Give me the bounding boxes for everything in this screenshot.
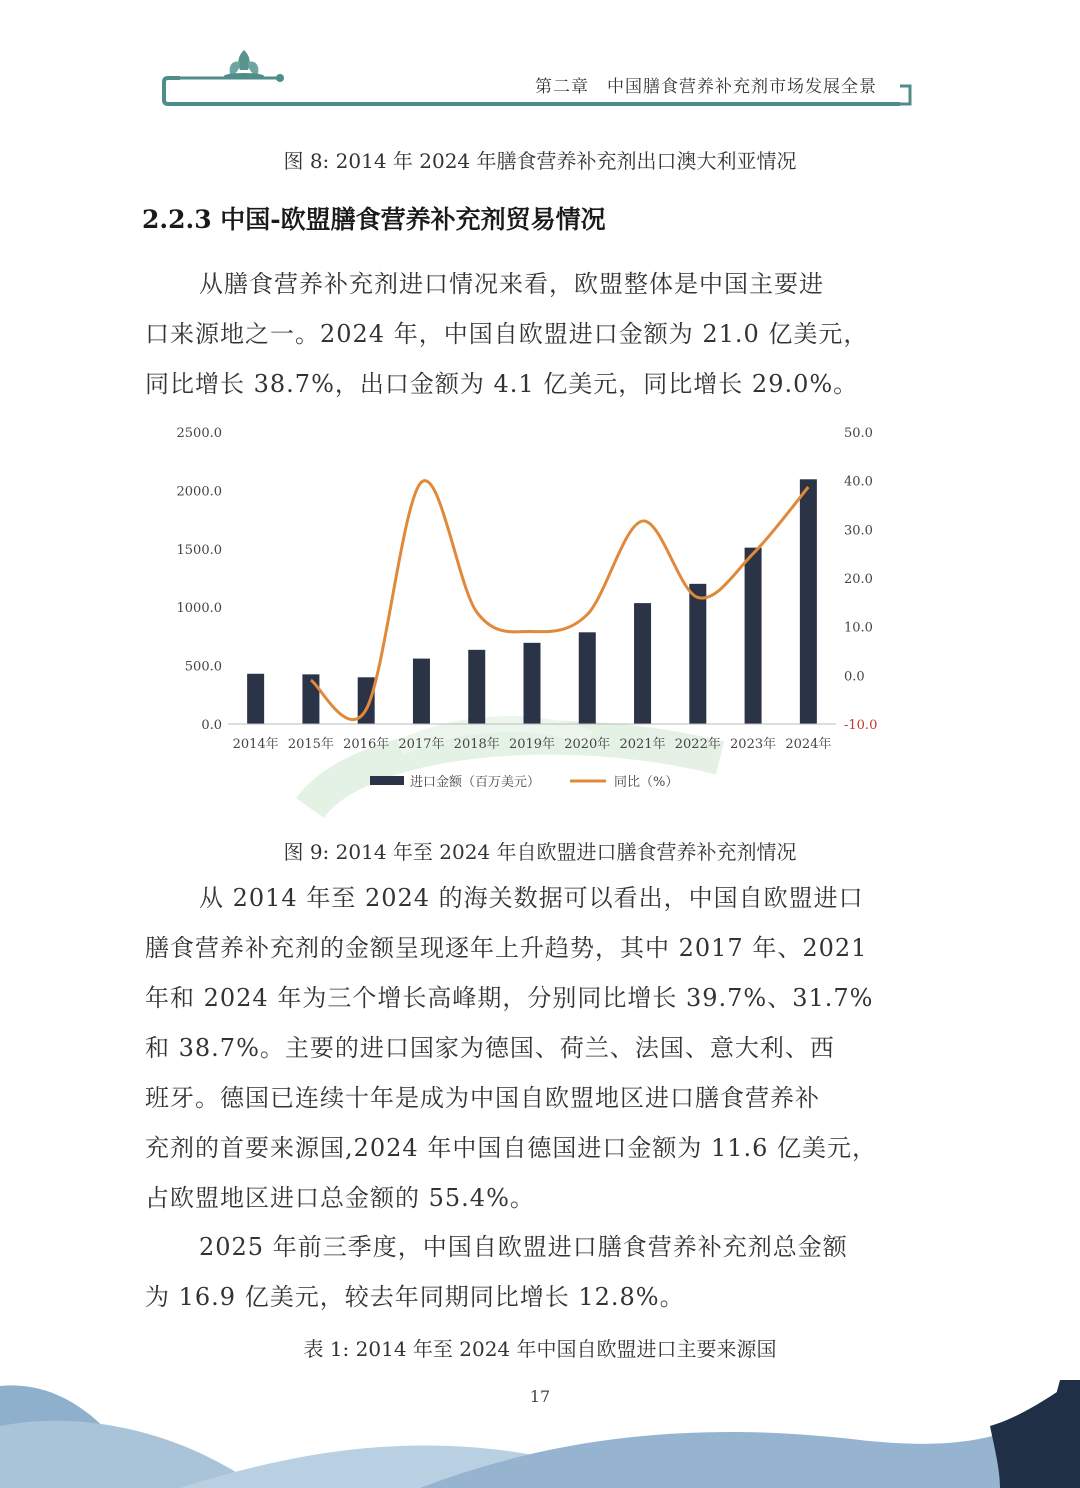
paragraph-line: 同比增长 38.7%，出口金额为 4.1 亿美元，同比增长 29.0%。: [145, 370, 859, 398]
right-axis-tick-label: 10.0: [844, 620, 873, 636]
page-number: 17: [529, 1387, 551, 1406]
right-axis-tick-label: 20.0: [844, 572, 873, 587]
paragraph-2025-q1-q3: [145, 1222, 917, 1322]
bar-import-2023年: [745, 548, 762, 724]
x-axis: [233, 736, 832, 752]
bar-import-2014年: [247, 674, 264, 724]
figure-9-caption: 图 9: 2014 年至 2024 年自欧盟进口膳食营养补充剂情况: [283, 840, 797, 864]
paragraph-line: 班牙。德国已连续十年是成为中国自欧盟地区进口膳食营养补: [145, 1084, 820, 1112]
line-series: [311, 481, 809, 720]
legend-label-yoy: 同比（%）: [614, 775, 679, 790]
right-axis-tick-label: 30.0: [844, 523, 873, 539]
right-axis: [844, 426, 877, 733]
left-axis-tick-label: 1500.0: [176, 542, 222, 558]
x-axis-tick-label: 2021年: [619, 737, 666, 752]
legend-swatch-bar: [370, 776, 404, 785]
paragraph-line: 膳食营养补充剂的金额呈现逐年上升趋势，其中 2017 年、2021: [145, 934, 868, 962]
bar-import-2022年: [689, 584, 706, 724]
table-1-caption: 表 1: 2014 年至 2024 年中国自欧盟进口主要来源国: [303, 1337, 777, 1361]
paragraph-line: 充剂的首要来源国,2024 年中国自德国进口金额为 11.6 亿美元，: [145, 1134, 878, 1162]
bar-import-2019年: [524, 643, 541, 724]
bar-import-2020年: [579, 632, 596, 724]
right-axis-tick-label: 0.0: [844, 669, 865, 685]
x-axis-tick-label: 2017年: [398, 737, 445, 752]
paragraph-customs-data: [145, 873, 917, 1223]
right-axis-tick-label: 50.0: [844, 426, 873, 441]
left-axis-tick-label: 2500.0: [176, 426, 222, 441]
paragraph-line: 和 38.7%。主要的进口国家为德国、荷兰、法国、意大利、西: [145, 1034, 835, 1062]
figure-8-caption: 图 8: 2014 年 2024 年膳食营养补充剂出口澳大利亚情况: [283, 149, 797, 173]
x-axis-tick-label: 2020年: [564, 737, 611, 752]
line-yoy-growth: [311, 481, 808, 720]
left-axis-tick-label: 2000.0: [176, 484, 222, 500]
chart-legend: [370, 774, 678, 790]
bar-import-2017年: [413, 659, 430, 724]
lotus-icon: [224, 50, 264, 79]
eu-import-chart: [160, 418, 900, 828]
x-axis-tick-label: 2022年: [674, 737, 721, 752]
x-axis-tick-label: 2015年: [287, 737, 334, 752]
paragraph-line: 年和 2024 年为三个增长高峰期，分别同比增长 39.7%、31.7%: [145, 984, 874, 1012]
x-axis-tick-label: 2023年: [730, 737, 777, 752]
x-axis-tick-label: 2024年: [785, 737, 832, 752]
paragraph-line: 2025 年前三季度，中国自欧盟进口膳食营养补充剂总金额: [199, 1233, 848, 1261]
x-axis-tick-label: 2019年: [508, 737, 556, 752]
paragraph-line: 占欧盟地区进口总金额的 55.4%。: [145, 1184, 535, 1212]
paragraph-line: 口来源地之一。2024 年，中国自欧盟进口金额为 21.0 亿美元，: [145, 320, 869, 348]
x-axis-tick-label: 2014年: [232, 737, 279, 752]
legend-label-import: 进口金额（百万美元）: [410, 775, 541, 790]
paragraph-line: 从 2014 年至 2024 的海关数据可以看出，中国自欧盟进口: [199, 884, 864, 912]
chapter-title: 第二章 中国膳食营养补充剂市场发展全景: [535, 77, 877, 97]
left-axis: [177, 426, 223, 733]
paragraph-line: 为 16.9 亿美元，较去年同期同比增长 12.8%。: [145, 1283, 685, 1311]
bar-import-2021年: [634, 603, 651, 724]
left-axis-tick-label: 500.0: [184, 659, 222, 675]
bar-series: [247, 479, 817, 724]
right-axis-tick-label: 40.0: [844, 474, 873, 490]
x-axis-tick-label: 2018年: [453, 737, 500, 752]
left-axis-tick-label: 0.0: [201, 718, 222, 733]
left-axis-tick-label: 1000.0: [176, 601, 222, 617]
paragraph-eu-import-overview: [145, 259, 917, 409]
bar-import-2024年: [800, 479, 817, 724]
x-axis-tick-label: 2016年: [343, 737, 390, 752]
section-heading: 2.2.3 中国-欧盟膳食营养补充剂贸易情况: [142, 205, 606, 234]
paragraph-line: 从膳食营养补充剂进口情况来看，欧盟整体是中国主要进: [199, 270, 824, 298]
bar-import-2018年: [468, 650, 485, 724]
right-axis-tick-label: -10.0: [844, 718, 878, 733]
